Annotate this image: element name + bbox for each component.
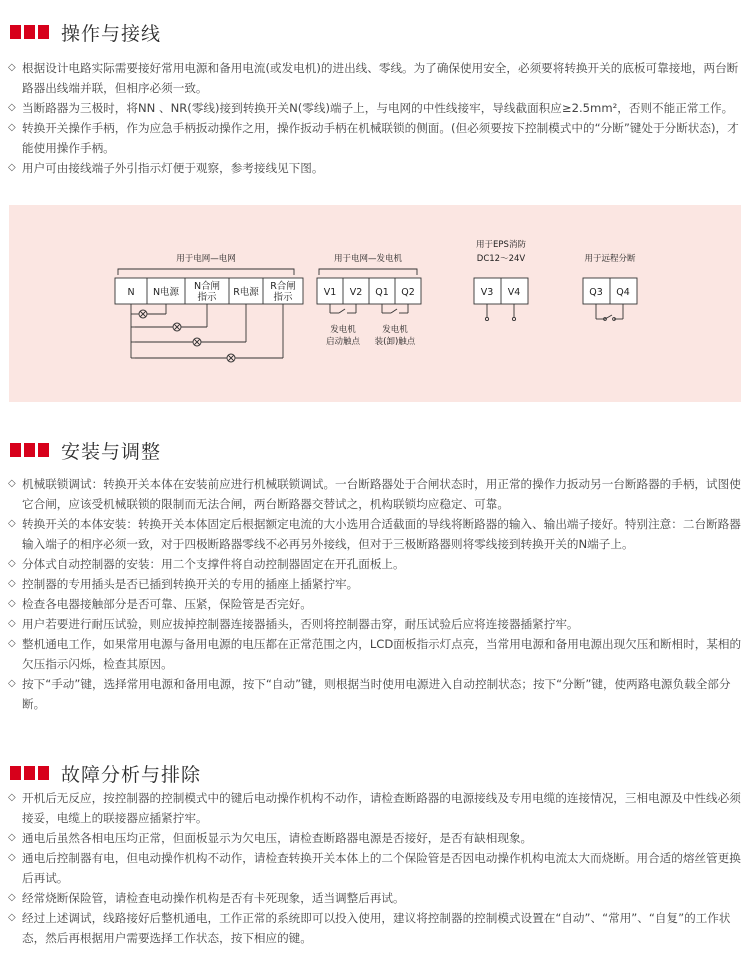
diamond-bullet-icon: ◇ (8, 792, 16, 803)
list-item-text: 检查各电器接触部分是否可靠、压紧，保险管是否完好。 (22, 597, 312, 611)
list-item (8, 908, 746, 948)
list-item (8, 828, 746, 848)
list-item-text: 根据设计电路实际需要接好常用电源和备用电流(或发电机)的进出线、零线。为了确保使用安全，必须要将转换开关的底板可靠接地，两台断路器出线端并联，但相序必须一致。 (22, 61, 739, 95)
list-item (8, 674, 746, 714)
list-item (8, 634, 746, 674)
diagram-group1-title: 用于电网—电网 (176, 254, 236, 264)
list-item-text: 经过上述调试，线路接好后整机通电，工作正常的系统即可以投入使用，建议将控制器的控制模式设置在“自动”、“常用”、“自复”的工作状态，然后再根据用户需要选择工作状态，按下相应的键。 (22, 911, 731, 945)
diagram-group3-title-2: DC12～24V (476, 254, 526, 264)
list-item (8, 788, 746, 828)
terminal-label: V1 (323, 287, 337, 298)
list-item (8, 848, 746, 888)
terminal-label: R合闸 (270, 281, 296, 292)
list-item-text: 转换开关的本体安装：转换开关本体固定后根据额定电流的大小选用合适截面的导线将断路器的输入、输出端子接好。特别注意：二台断路器输入端子的相序必须一致，对于四极断路器零线不必再另外接线，但对于三极断路器则将零线接到转换开关的N端子上。 (22, 517, 741, 551)
section-title: 操作与接线 (61, 22, 162, 45)
list-item (8, 888, 746, 908)
diagram-group2-title: 用于电网—发电机 (333, 254, 403, 264)
list-item-text: 机械联锁调试：转换开关本体在安装前应进行机械联锁调试。一台断路器处于合闸状态时，用正常的操作力扳动另一台断路器的手柄，试图使它合闸，应该受机械联锁的限制而无法合闸，两台断路器交替试之，机构联锁均应稳定、可靠。 (22, 477, 741, 511)
diamond-bullet-icon: ◇ (8, 122, 16, 133)
list-item-text: 整机通电工作，如果常用电源与备用电源的电压都在正常范围之内，LCD面板指示灯点亮，当常用电源和备用电源出现欠压和断相时，某相的欠压指示闪烁，检查其原因。 (22, 637, 742, 671)
terminal-label: V4 (507, 287, 521, 298)
list-item-text: 按下“手动”键，选择常用电源和备用电源，按下“自动”键，则根据当时使用电源进入自动控制状态；按下“分断”键，使两路电源负载全部分断。 (22, 677, 731, 711)
list-item-text: 用户可由接线端子外引指示灯便于观察，参考接线见下图。 (22, 161, 324, 175)
terminal-label: 指示 (197, 292, 217, 303)
list-item (8, 514, 746, 554)
list-item-text: 用户若要进行耐压试验，则应拔掉控制器连接器插头，否则将控制器击穿，耐压试验后应将连接器插紧拧牢。 (22, 617, 579, 631)
diamond-bullet-icon: ◇ (8, 852, 16, 863)
list-item-text: 控制器的专用插头是否已插到转换开关的专用的插座上插紧拧牢。 (22, 577, 359, 591)
fault-list (8, 788, 746, 948)
diamond-bullet-icon: ◇ (8, 518, 16, 529)
diamond-bullet-icon: ◇ (8, 478, 16, 489)
diamond-bullet-icon: ◇ (8, 62, 16, 73)
terminal-label: V3 (480, 287, 494, 298)
section-header-install (10, 438, 161, 462)
list-item (8, 474, 746, 514)
list-item (8, 158, 746, 178)
list-item (8, 58, 746, 98)
diamond-bullet-icon: ◇ (8, 678, 16, 689)
diamond-bullet-icon: ◇ (8, 558, 16, 569)
title-bars-icon (10, 25, 49, 39)
list-item-text: 当断路器为三极时，将NN 、NR(零线)接到转换开关N(零线)端子上，与电网的中性线接牢，导线截面积应≥2.5mm²，否则不能正常工作。 (22, 101, 734, 115)
list-item-text: 转换开关操作手柄，作为应急手柄扳动操作之用，操作扳动手柄在机械联锁的侧面。(但必须要按下控制模式中的“分断”键处于分断状态)，才能使用操作手柄。 (22, 121, 739, 155)
list-item-text: 开机后无反应，按控制器的控制模式中的键后电动操作机构不动作，请检查断路器的电源接线及专用电缆的连接情况，三相电源及中性线必须接妥，电缆上的联接器应插紧拧牢。 (22, 791, 741, 825)
terminal-label: Q2 (401, 287, 415, 298)
section-header-fault (10, 761, 201, 785)
list-item (8, 98, 746, 118)
section-title: 安装与调整 (61, 440, 162, 463)
list-item (8, 594, 746, 614)
section-header-wiring (10, 20, 161, 44)
section-title: 故障分析与排除 (61, 763, 202, 786)
terminal-label: Q3 (589, 287, 603, 298)
terminal-label: N电源 (152, 287, 180, 298)
diagram-note: 发电机 (330, 325, 356, 335)
diamond-bullet-icon: ◇ (8, 912, 16, 923)
terminal-label: 指示 (273, 292, 293, 303)
list-item-text: 通电后虽然各相电压均正常，但面板显示为欠电压，请检查断路器电源是否接好，是否有缺相现象。 (22, 831, 533, 845)
diagram-note: 装(卸)触点 (374, 337, 416, 347)
diagram-group3-title-1: 用于EPS消防 (476, 240, 526, 250)
diamond-bullet-icon: ◇ (8, 578, 16, 589)
list-item (8, 554, 746, 574)
diamond-bullet-icon: ◇ (8, 162, 16, 173)
title-bars-icon (10, 443, 49, 457)
terminal-label: Q1 (375, 287, 389, 298)
diamond-bullet-icon: ◇ (8, 892, 16, 903)
list-item-text: 分体式自动控制器的安装：用二个支撑件将自动控制器固定在开孔面板上。 (22, 557, 405, 571)
diamond-bullet-icon: ◇ (8, 598, 16, 609)
terminal-label: N合闸 (193, 281, 221, 292)
list-item (8, 574, 746, 594)
terminal-label: Q4 (616, 287, 630, 298)
terminal-label: N (127, 287, 135, 298)
diagram-note: 发电机 (382, 325, 408, 335)
title-bars-icon (10, 766, 49, 780)
terminal-label: R电源 (233, 287, 259, 298)
diagram-note: 启动触点 (325, 337, 361, 347)
diagram-group4-title: 用于远程分断 (584, 254, 636, 264)
list-item-text: 通电后控制器有电，但电动操作机构不动作，请检查转换开关本体上的二个保险管是否因电动操作机构电流太大而烧断。用合适的熔丝管更换后再试。 (22, 851, 741, 885)
wiring-list (8, 58, 746, 178)
install-list (8, 474, 746, 714)
list-item-text: 经常烧断保险管，请检查电动操作机构是否有卡死现象，适当调整后再试。 (22, 891, 405, 905)
list-item (8, 614, 746, 634)
diamond-bullet-icon: ◇ (8, 832, 16, 843)
diamond-bullet-icon: ◇ (8, 102, 16, 113)
terminal-label: V2 (349, 287, 363, 298)
list-item (8, 118, 746, 158)
diamond-bullet-icon: ◇ (8, 618, 16, 629)
wiring-diagram (9, 205, 741, 402)
diamond-bullet-icon: ◇ (8, 638, 16, 649)
